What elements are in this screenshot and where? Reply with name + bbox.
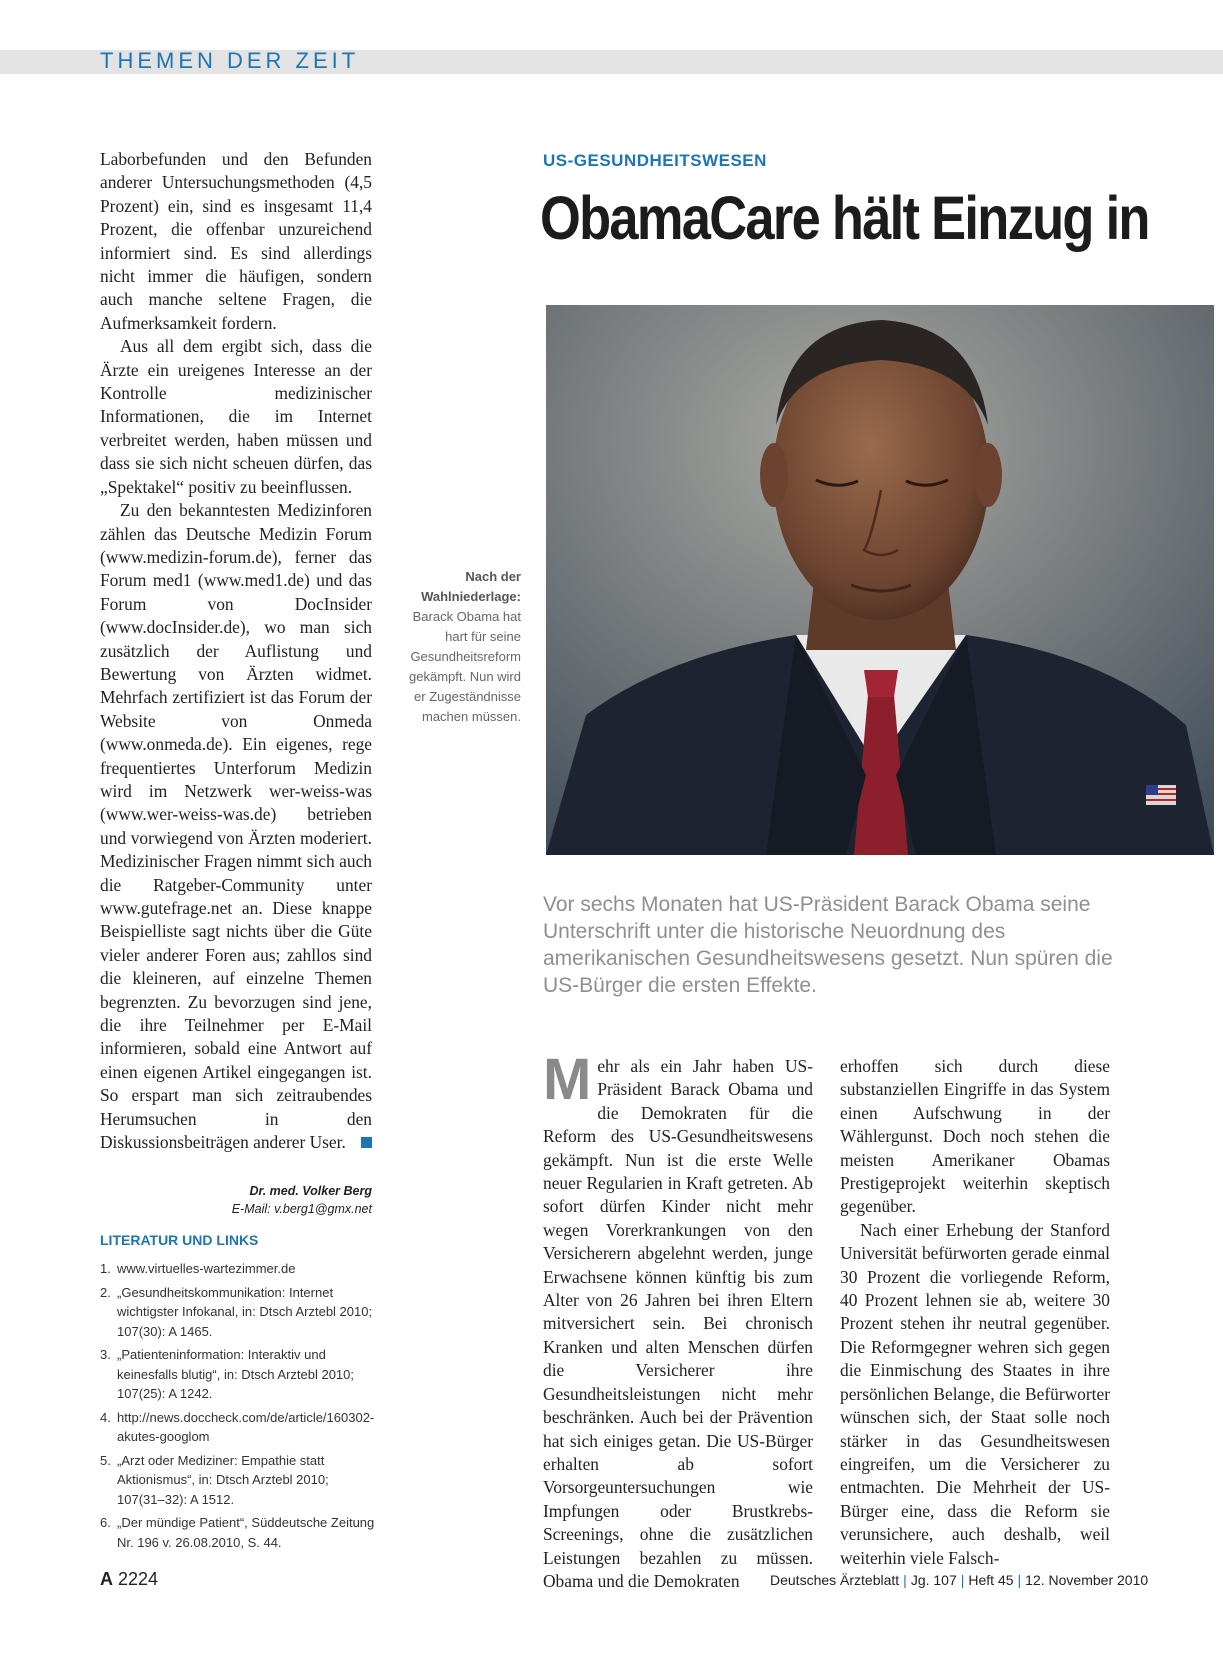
- literature-item-number: 3.: [100, 1347, 111, 1362]
- literature-item: [100, 1513, 375, 1552]
- page-number: [100, 1569, 158, 1590]
- literature-item: [100, 1259, 375, 1279]
- literature-item-text: „Arzt oder Mediziner: Empathie statt Aktionismus“, in: Dtsch Arztebl 2010; 107(31–32): A 1512.: [117, 1452, 329, 1507]
- page-prefix: A: [100, 1569, 113, 1589]
- literature-item-number: 6.: [100, 1515, 111, 1530]
- end-mark: [361, 1137, 372, 1148]
- article-column-1: [543, 1047, 813, 1593]
- journal-issue: Heft 45: [968, 1572, 1014, 1588]
- article-kicker: US-GESUNDHEITSWESEN: [543, 151, 767, 170]
- article-col1-paragraph: [543, 1047, 813, 1593]
- author-block: [100, 1182, 372, 1218]
- footer-journal-info: [770, 1572, 1149, 1588]
- left-paragraph-3: [100, 499, 372, 1154]
- article-photo: [546, 305, 1214, 855]
- left-column-text: [100, 148, 372, 1154]
- literature-item-number: 1.: [100, 1261, 111, 1276]
- portrait-illustration: [546, 305, 1214, 855]
- article-col2-paragraph-1: erhoffen sich durch diese substanziellen Eingriffe in das System einen Aufschwung in der Wählergunst. Doch noch stehen die meisten Amerikaner Obamas Prestigeprojekt weiterhin skeptisch gegenüber.: [840, 1056, 1110, 1217]
- literature-list: [100, 1259, 375, 1556]
- footer-separator: |: [1017, 1572, 1022, 1588]
- article-col1-text: ehr als ein Jahr haben US-Präsident Barack Obama und die Demokraten für die Reform des US-Gesundheitswesens gekämpft. Nun ist die erste Welle neuer Regularien in Kraft getreten. Ab sofort dürfen Kinder nicht mehr wegen Vorerkrankungen von den Versicherern abgelehnt werden, junge Erwachsene können künftig bis zum Alter von 26 Jahren bei ihren Eltern mitversichert sein. Bei chronisch Kranken und alten Menschen dürfen die Versicherer ihre Gesundheitsleistungen nicht mehr beschränken. Auch bei der Prävention hat sich einiges getan. Die US-Bürger erhalten ab sofort Vorsorgeuntersuchungen wie Impfungen oder Brustkrebs-Screenings, ohne die zusätzlichen Leistungen bezahlen zu müssen. Obama und die Demokraten: [543, 1056, 813, 1591]
- left-paragraph-1: Laborbefunden und den Befunden anderer Untersuchungsmethoden (4,5 Prozent) ein, sind es insgesamt 11,4 Prozent, die offenbar unzureichend informiert sind. Es sind allerdings nicht immer die häufigen, sondern auch manche seltene Fragen, die Aufmerksamkeit fordern.: [100, 149, 372, 333]
- literature-heading: LITERATUR UND LINKS: [100, 1232, 259, 1248]
- article-headline: ObamaCare hält Einzug in: [540, 184, 1149, 252]
- literature-item: [100, 1408, 375, 1447]
- literature-item: [100, 1451, 375, 1510]
- left-paragraph-3-text: Zu den bekanntesten Medizinforen zählen das Deutsche Medizin Forum (www.medizin-forum.de), ferner das Forum med1 (www.med1.de) und das Forum von DocInsider (www.docInsider.de), wo man sich zusätzlich der Auflistung und Bewertung von Ärzten widmet. Mehrfach zertifiziert ist das Forum der Website von Onmeda (www.onmeda.de). Ein eigenes, rege frequentiertes Unterforum Medizin wird im Netzwerk wer-weiss-was (www.wer-weiss-was.de) betrieben und vorwiegend von Ärzten moderiert. Medizinischer Fragen nimmt sich auch die Ratgeber-Community unter www.gutefrage.net an. Diese knappe Beispielliste sagt nichts über die Güte vieler anderer Foren aus; zahllos sind die kleineren, auf einzelne Themen begrenzten. Zu bevorzugen sind jene, die ihre Teilnehmer per E-Mail informieren, sobald eine Antwort auf einen eigenen Artikel eingegangen ist. So erspart man sich zeitraubendes Herumsuchen in den Diskussionsbeiträgen anderer User.: [100, 500, 372, 1153]
- literature-item-number: 2.: [100, 1284, 111, 1300]
- author-email: E-Mail: v.berg1@gmx.net: [231, 1202, 372, 1216]
- caption-text: Barack Obama hat hart für seine Gesundheitsreform gekämpft. Nun wird er Zugeständnisse machen müssen.: [409, 609, 521, 724]
- article-col2-paragraph-2: Nach einer Erhebung der Stanford Universität befürworten gerade einmal 30 Prozent die vorliegende Reform, 40 Prozent lehnen sie ab, weitere 30 Prozent stehen ihr neutral gegenüber. Die Reformgegner wehren sich gegen die Einmischung des Staates in ihre persönlichen Belange, die Befürworter wünschen sich, der Staat solle noch stärker in das Gesundheitswesen eingreifen, um die Versicherer zu entmachten. Die Mehrheit der US-Bürger eine, dass die Reform sie verunsichere, auch deshalb, weil weiterhin viele Falsch-: [840, 1219, 1110, 1568]
- caption-lead: Nach der Wahlniederlage:: [421, 569, 521, 604]
- literature-item: [100, 1345, 375, 1404]
- journal-volume: Jg. 107: [910, 1572, 957, 1588]
- literature-item-text: „Patienteninformation: Interaktiv und keinesfalls blutig“, in: Dtsch Arztebl 2010; 107(25): A 1242.: [117, 1347, 355, 1401]
- page-number-value: 2224: [118, 1569, 159, 1589]
- literature-item-text: www.virtuelles-wartezimmer.de: [117, 1261, 296, 1276]
- drop-cap: M: [543, 1047, 592, 1112]
- section-title: THEMEN DER ZEIT: [100, 48, 360, 73]
- left-paragraph-2: Aus all dem ergibt sich, dass die Ärzte ein ureigenes Interesse an der Kontrolle medizinischer Informationen, die im Internet verbreitet werden, haben müssen und dass sie sich nicht scheuen dürfen, das „Spektakel“ positiv zu beeinflussen.: [100, 336, 372, 497]
- literature-item: [100, 1283, 375, 1342]
- journal-name: Deutsches Ärzteblatt: [770, 1572, 900, 1588]
- photo-caption: [405, 567, 521, 727]
- literature-item-text: http://news.doccheck.com/de/article/160302-akutes-googlom: [117, 1409, 375, 1444]
- footer-separator: |: [960, 1572, 965, 1588]
- article-teaser: Vor sechs Monaten hat US-Präsident Barack Obama seine Unterschrift unter die historische Neuordnung des amerikanischen Gesundheitswesens gesetzt. Nun spüren die US-Bürger die ersten Effekte.: [543, 893, 1113, 997]
- journal-date: 12. November 2010: [1025, 1572, 1149, 1588]
- literature-item-number: 4.: [100, 1409, 111, 1425]
- article-column-2: [840, 1055, 1110, 1570]
- literature-item-text: „Gesundheitskommunikation: Internet wichtigster Infokanal, in: Dtsch Arztebl 2010; 107(30): A 1465.: [117, 1284, 373, 1339]
- literature-item-number: 5.: [100, 1452, 111, 1468]
- footer-separator: |: [903, 1572, 907, 1588]
- author-name: Dr. med. Volker Berg: [249, 1184, 372, 1198]
- literature-item-text: „Der mündige Patient“, Süddeutsche Zeitung Nr. 196 v. 26.08.2010, S. 44.: [117, 1515, 375, 1550]
